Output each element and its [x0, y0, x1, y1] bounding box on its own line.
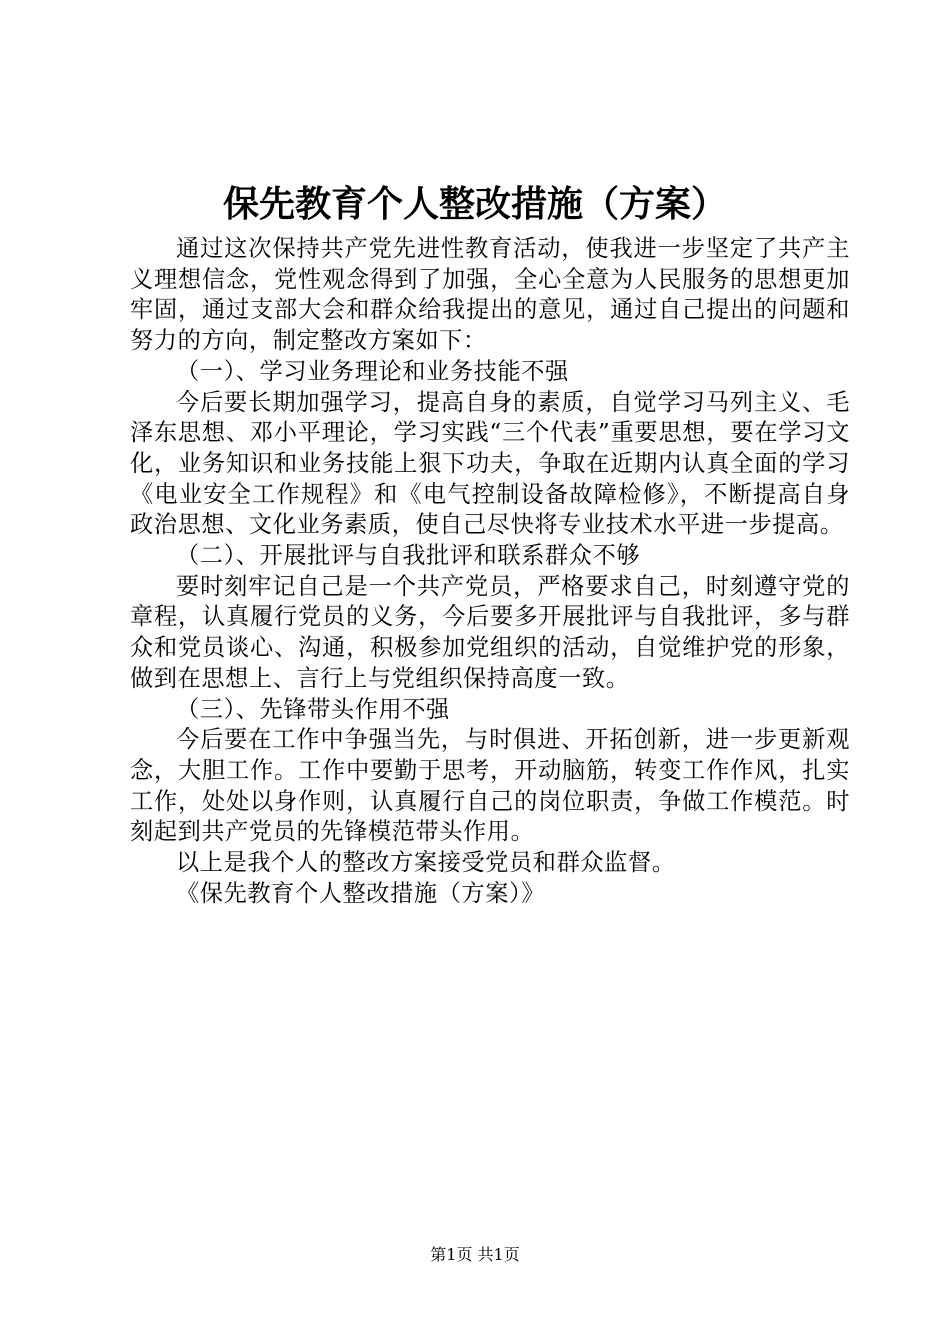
section-2-paragraph: 要时刻牢记自己是一个共产党员，严格要求自己，时刻遵守党的章程，认真履行党员的义务，今后要多开展批评与自我批评，多与群众和党员谈心、沟通，积极参加党组织的活动，自觉维护党的形象，做到在思想上、言行上与党组织保持高度一致。 [130, 572, 850, 692]
page-title: 保先教育个人整改措施（方案） [222, 183, 727, 225]
page-number-footer: 第1页 共1页 [430, 1245, 520, 1264]
section-3-heading: （三）、先锋带头作用不强 [176, 695, 450, 723]
intro-paragraph: 通过这次保持共产党先进性教育活动，使我进一步坚定了共产主义理想信念，党性观念得到了加强，全心全意为人民服务的思想更加牢固，通过支部大会和群众给我提出的意见，通过自己提出的问题和努力的方向，制定整改方案如下： [130, 235, 850, 355]
section-2-heading: （二）、开展批评与自我批评和联系群众不够 [176, 542, 641, 570]
section-1-heading: （一）、学习业务理论和业务技能不强 [176, 357, 569, 385]
section-3-paragraph: 今后要在工作中争强当先，与时俱进、开拓创新，进一步更新观念，大胆工作。工作中要勤于思考，开动脑筋，转变工作作风，扎实工作，处处以身作则，认真履行自己的岗位职责，争做工作模范。时刻起到共产党员的先锋模范带头作用。 [130, 726, 850, 846]
reference-line: 《保先教育个人整改措施（方案）》 [176, 879, 545, 907]
section-1-paragraph: 今后要长期加强学习，提高自身的素质，自觉学习马列主义、毛泽东思想、邓小平理论，学习实践“三个代表”重要思想，要在学习文化，业务知识和业务技能上狠下功夫，争取在近期内认真全面的学习《电业安全工作规程》和《电气控制设备故障检修》，不断提高自身政治思想、文化业务素质，使自己尽快将专业技术水平进一步提高。 [130, 388, 850, 539]
closing-paragraph: 以上是我个人的整改方案接受党员和群众监督。 [176, 849, 676, 877]
document-body [130, 234, 850, 909]
